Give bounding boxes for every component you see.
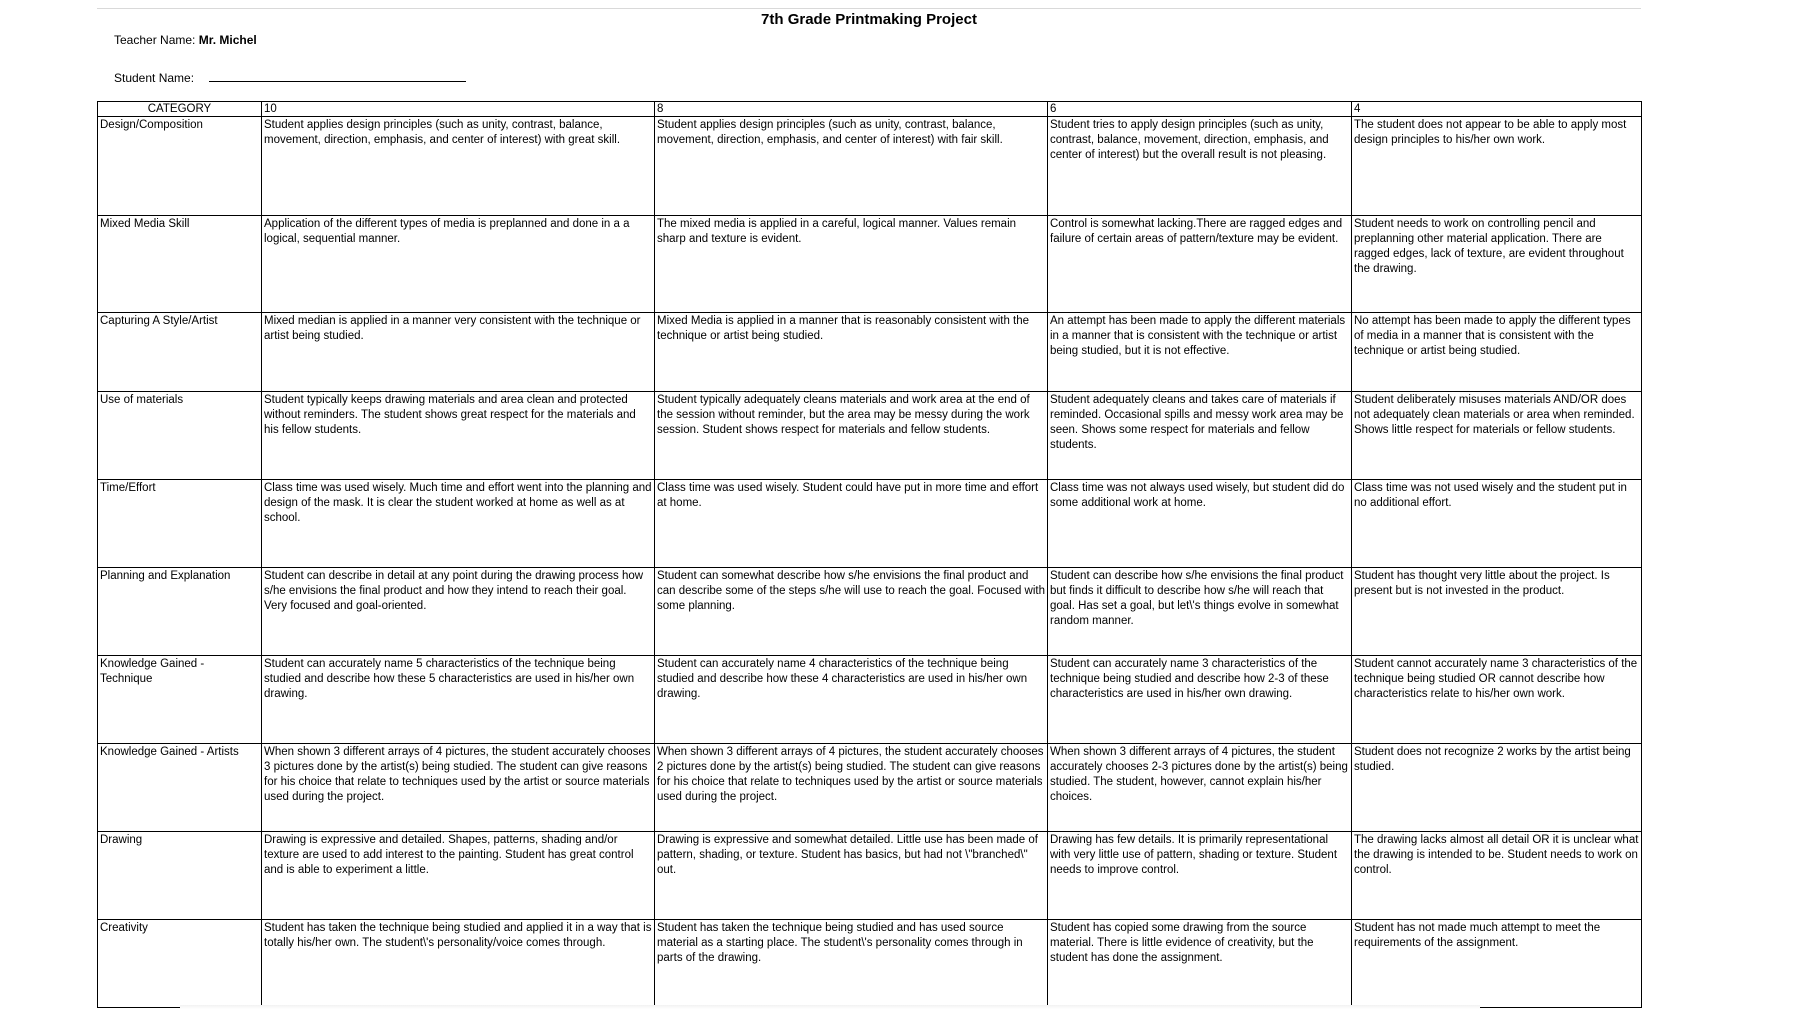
criteria-cell: Student typically adequately cleans materials and work area at the end of the session without reminder, but the area may be messy during the work session. Student shows respect for materials and fellow students.	[655, 392, 1048, 480]
criteria-cell: Student typically keeps drawing materials and area clean and protected without reminders. The student shows great respect for the materials and his fellow students.	[262, 392, 655, 480]
page-bottom-shadow	[180, 1005, 1480, 1009]
table-row	[98, 313, 1642, 392]
criteria-cell: Control is somewhat lacking.There are ragged edges and failure of certain areas of pattern/texture may be evident.	[1048, 216, 1352, 313]
table-row	[98, 480, 1642, 568]
row-category: Drawing	[98, 832, 262, 920]
table-row	[98, 656, 1642, 744]
criteria-cell: Student has copied some drawing from the source material. There is little evidence of creativity, but the student has done the assignment.	[1048, 920, 1352, 1008]
criteria-cell: When shown 3 different arrays of 4 pictures, the student accurately chooses 3 pictures done by the artist(s) being studied. The student can give reasons for his choice that relate to techniques used by the artist or source materials used during the project.	[262, 744, 655, 832]
criteria-cell: Application of the different types of media is preplanned and done in a a logical, sequential manner.	[262, 216, 655, 313]
header-category: CATEGORY	[98, 102, 262, 117]
header-score-8: 8	[655, 102, 1048, 117]
header-score-6: 6	[1048, 102, 1352, 117]
row-category: Planning and Explanation	[98, 568, 262, 656]
criteria-cell: Student can somewhat describe how s/he envisions the final product and can describe some of the steps s/he will use to reach the goal. Focused with some planning.	[655, 568, 1048, 656]
criteria-cell: Class time was not used wisely and the student put in no additional effort.	[1352, 480, 1642, 568]
row-category: Use of materials	[98, 392, 262, 480]
criteria-cell: The mixed media is applied in a careful, logical manner. Values remain sharp and texture is evident.	[655, 216, 1048, 313]
table-row	[98, 744, 1642, 832]
row-category: Knowledge Gained - Artists	[98, 744, 262, 832]
criteria-cell: Student cannot accurately name 3 characteristics of the technique being studied OR cannot describe how characteristics relate to his/her own work.	[1352, 656, 1642, 744]
header-score-4: 4	[1352, 102, 1642, 117]
table-row	[98, 392, 1642, 480]
student-label: Student Name:	[114, 71, 195, 85]
page-title: 7th Grade Printmaking Project	[761, 11, 977, 28]
criteria-cell: Student deliberately misuses materials AND/OR does not adequately clean materials or area when reminded. Shows little respect for materials or fellow students.	[1352, 392, 1642, 480]
header-score-10: 10	[262, 102, 655, 117]
criteria-cell: Student has not made much attempt to meet the requirements of the assignment.	[1352, 920, 1642, 1008]
criteria-cell: Student can accurately name 4 characteristics of the technique being studied and describe how these 4 characteristics are used in his/her own drawing.	[655, 656, 1048, 744]
student-name-blank	[209, 69, 466, 82]
header-row	[98, 102, 1642, 117]
teacher-name: Mr. Michel	[198, 33, 257, 47]
table-row	[98, 117, 1642, 216]
table-row	[98, 920, 1642, 1008]
row-category: Knowledge Gained - Technique	[98, 656, 262, 744]
criteria-cell: Mixed Media is applied in a manner that is reasonably consistent with the technique or artist being studied.	[655, 313, 1048, 392]
criteria-cell: Student can describe how s/he envisions the final product but finds it difficult to describe how s/he will reach that goal. Has set a goal, but let\'s things evolve in somewhat random manner.	[1048, 568, 1352, 656]
rubric-table	[97, 101, 1642, 1008]
criteria-cell: The student does not appear to be able to apply most design principles to his/her own work.	[1352, 117, 1642, 216]
criteria-cell: No attempt has been made to apply the different types of media in a manner that is consistent with the technique or artist being studied.	[1352, 313, 1642, 392]
criteria-cell: The drawing lacks almost all detail OR it is unclear what the drawing is intended to be. Student needs to work on control.	[1352, 832, 1642, 920]
criteria-cell: Class time was used wisely. Student could have put in more time and effort at home.	[655, 480, 1048, 568]
criteria-cell: Student can accurately name 3 characteristics of the technique being studied and describe how 2-3 of these characteristics are used in his/her own drawing.	[1048, 656, 1352, 744]
criteria-cell: Mixed median is applied in a manner very consistent with the technique or artist being studied.	[262, 313, 655, 392]
teacher-label: Teacher Name:	[114, 33, 196, 47]
criteria-cell: Student applies design principles (such as unity, contrast, balance, movement, direction, emphasis, and center of interest) with fair skill.	[655, 117, 1048, 216]
table-row	[98, 568, 1642, 656]
student-line	[114, 69, 466, 85]
criteria-cell: Student has taken the technique being studied and has used source material as a starting place. The student\'s personality comes through in parts of the drawing.	[655, 920, 1048, 1008]
criteria-cell: Drawing is expressive and detailed. Shapes, patterns, shading and/or texture are used to add interest to the painting. Student has great control and is able to experiment a little.	[262, 832, 655, 920]
row-category: Capturing A Style/Artist	[98, 313, 262, 392]
criteria-cell: Class time was used wisely. Much time and effort went into the planning and design of the mask. It is clear the student worked at home as well as at school.	[262, 480, 655, 568]
criteria-cell: Drawing has few details. It is primarily representational with very little use of pattern, shading or texture. Student needs to improve control.	[1048, 832, 1352, 920]
rubric-page	[97, 0, 1641, 1011]
table-row	[98, 216, 1642, 313]
teacher-line	[114, 33, 257, 47]
row-category: Time/Effort	[98, 480, 262, 568]
criteria-cell: Student has taken the technique being studied and applied it in a way that is totally his/her own. The student\'s personality/voice comes through.	[262, 920, 655, 1008]
criteria-cell: When shown 3 different arrays of 4 pictures, the student accurately chooses 2-3 pictures done by the artist(s) being studied. The student, however, cannot explain his/her choices.	[1048, 744, 1352, 832]
criteria-cell: Student applies design principles (such as unity, contrast, balance, movement, direction, emphasis, and center of interest) with great skill.	[262, 117, 655, 216]
criteria-cell: Student has thought very little about the project. Is present but is not invested in the product.	[1352, 568, 1642, 656]
criteria-cell: Drawing is expressive and somewhat detailed. Little use has been made of pattern, shading, or texture. Student has basics, but had not \"branched\" out.	[655, 832, 1048, 920]
criteria-cell: When shown 3 different arrays of 4 pictures, the student accurately chooses 2 pictures done by the artist(s) being studied. The student can give reasons for his choice that relate to techniques used by the artist or source materials used during the project.	[655, 744, 1048, 832]
criteria-cell: Student does not recognize 2 works by the artist being studied.	[1352, 744, 1642, 832]
criteria-cell: Student tries to apply design principles (such as unity, contrast, balance, movement, direction, emphasis, and center of interest) but the overall result is not pleasing.	[1048, 117, 1352, 216]
criteria-cell: Student needs to work on controlling pencil and preplanning other material application. There are ragged edges, lack of texture, are evident throughout the drawing.	[1352, 216, 1642, 313]
table-row	[98, 832, 1642, 920]
row-category: Mixed Media Skill	[98, 216, 262, 313]
criteria-cell: Student can accurately name 5 characteristics of the technique being studied and describe how these 5 characteristics are used in his/her own drawing.	[262, 656, 655, 744]
criteria-cell: Class time was not always used wisely, but student did do some additional work at home.	[1048, 480, 1352, 568]
row-category: Creativity	[98, 920, 262, 1008]
row-category: Design/Composition	[98, 117, 262, 216]
top-divider	[97, 8, 1641, 9]
criteria-cell: Student can describe in detail at any point during the drawing process how s/he envisions the final product and how they intend to reach their goal. Very focused and goal-oriented.	[262, 568, 655, 656]
criteria-cell: An attempt has been made to apply the different materials in a manner that is consistent with the technique or artist being studied, but it is not effective.	[1048, 313, 1352, 392]
criteria-cell: Student adequately cleans and takes care of materials if reminded. Occasional spills and messy work area may be seen. Shows some respect for materials and fellow students.	[1048, 392, 1352, 480]
